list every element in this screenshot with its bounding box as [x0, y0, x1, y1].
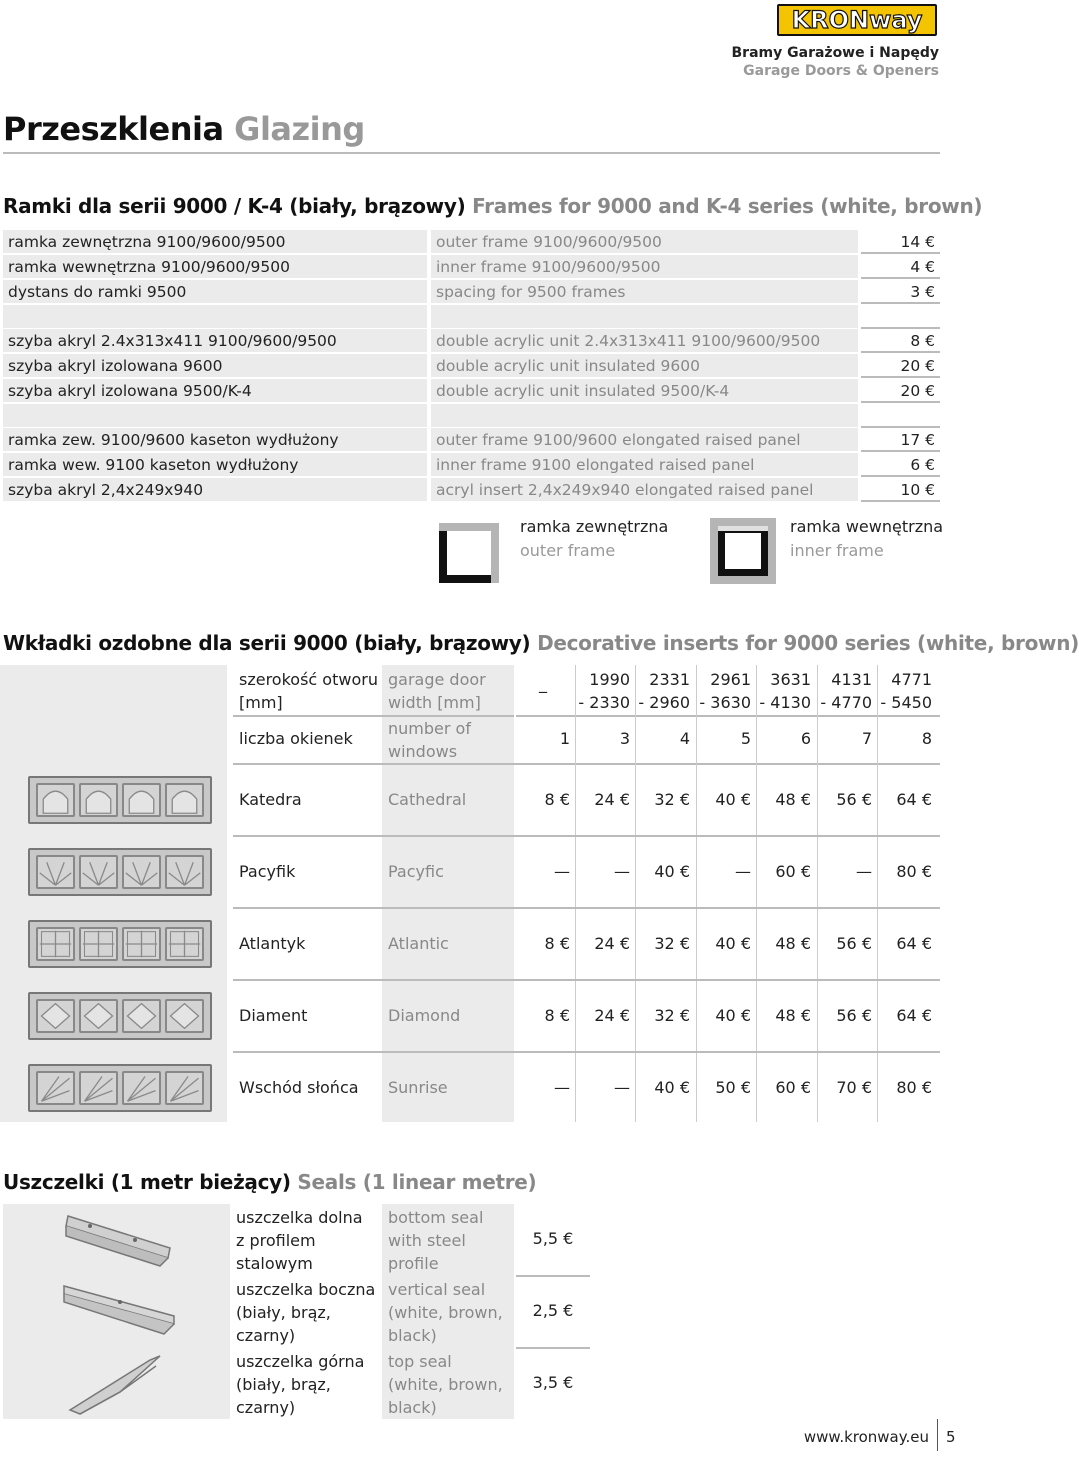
table-rule	[233, 715, 514, 717]
seal-name-en	[384, 1350, 514, 1419]
frame-row	[3, 305, 940, 329]
head-width-en: garage door width [mm]	[388, 670, 486, 712]
width-range-start: 3631	[770, 670, 811, 689]
frame-row-name-pl: ramka wewnętrzna 9100/9600/9500	[3, 255, 427, 278]
frame-row-name-pl: dystans do ramki 9500	[3, 280, 427, 303]
seals-title-en: Seals (1 linear metre)	[297, 1170, 537, 1194]
atlantic-insert-icon	[28, 920, 212, 968]
insert-price: 40 €	[715, 934, 751, 953]
table-rule	[516, 1275, 590, 1277]
head-count-en: number of windows	[388, 719, 471, 761]
insert-window	[165, 1071, 204, 1105]
seal-name-pl-line: (biały, brąz,	[236, 1303, 331, 1322]
frame-row-name-pl: szyba akryl izolowana 9600	[3, 354, 427, 377]
insert-price: 8 €	[544, 1006, 570, 1025]
seal-name-en-line: black)	[388, 1326, 437, 1345]
column-divider	[756, 665, 757, 1122]
outer-frame-label-pl: ramka zewnętrzna	[520, 517, 669, 536]
insert-window	[122, 927, 161, 961]
insert-price: 8 €	[544, 934, 570, 953]
insert-price: 48 €	[775, 790, 811, 809]
width-range-end: - 4770	[820, 693, 872, 712]
frame-row-price: 8 €	[861, 329, 940, 353]
seal-name-pl-line: stalowym	[236, 1254, 313, 1273]
insert-name-pl: Diament	[239, 1006, 308, 1025]
page-title-en: Glazing	[234, 110, 365, 148]
frames-title-pl: Ramki dla serii 9000 / K-4 (biały, brązowy)	[3, 194, 466, 218]
insert-window	[165, 855, 204, 889]
insert-name-en: Atlantic	[388, 934, 449, 953]
frame-row	[3, 453, 940, 477]
frame-row	[3, 255, 940, 279]
insert-window	[36, 783, 75, 817]
insert-price: 32 €	[654, 934, 690, 953]
frame-row-name-pl: ramka zewnętrzna 9100/9600/9500	[3, 230, 427, 253]
insert-price: 50 €	[715, 1078, 751, 1097]
frame-row-name-en: outer frame 9100/9600/9500	[431, 230, 858, 253]
inner-frame-label-en: inner frame	[790, 541, 884, 560]
diamond-insert-icon	[28, 992, 212, 1040]
seal-name-en-line: (white, brown,	[388, 1303, 503, 1322]
frame-row-price	[861, 305, 940, 329]
seal-name-en	[384, 1206, 514, 1275]
seal-name-en-line: vertical seal	[388, 1280, 486, 1299]
frame-row-name-pl: szyba akryl 2.4x313x411 9100/9600/9500	[3, 329, 427, 352]
head-count-pl: liczba okienek	[239, 729, 353, 748]
frame-row	[3, 230, 940, 254]
insert-name-en: Sunrise	[388, 1078, 448, 1097]
insert-price: 40 €	[654, 862, 690, 881]
insert-price: 70 €	[836, 1078, 872, 1097]
column-divider	[635, 665, 636, 1122]
frame-row-price	[861, 404, 940, 428]
frame-row	[3, 280, 940, 304]
inner-frame-icon	[708, 516, 778, 586]
insert-window	[165, 999, 204, 1033]
seal-name-en-line: bottom seal	[388, 1208, 484, 1227]
window-count: 7	[861, 729, 872, 748]
frame-row-name-pl: szyba akryl izolowana 9500/K-4	[3, 379, 427, 402]
pacyfic-insert-icon	[28, 848, 212, 896]
insert-window	[36, 999, 75, 1033]
insert-window	[165, 783, 204, 817]
seal-name-pl-line: (biały, brąz,	[236, 1375, 331, 1394]
top-seal-icon	[60, 1352, 180, 1416]
table-rule	[233, 979, 940, 981]
window-count: 1	[559, 729, 570, 748]
seals-title-pl: Uszczelki (1 metr bieżący)	[3, 1170, 291, 1194]
seal-name-pl	[236, 1350, 380, 1419]
width-range-end: - 2330	[578, 693, 630, 712]
brand-tagline-en: Garage Doors & Openers	[743, 63, 939, 79]
frame-row-name-pl	[3, 404, 427, 427]
insert-price: 80 €	[896, 1078, 932, 1097]
insert-price: 48 €	[775, 934, 811, 953]
sunrise-insert-icon	[28, 1064, 212, 1112]
page-title	[3, 110, 365, 148]
inserts-section-title	[3, 631, 1079, 655]
insert-name-en: Cathedral	[388, 790, 467, 809]
seal-name-en-line: black)	[388, 1398, 437, 1417]
insert-price: 40 €	[654, 1078, 690, 1097]
frame-row-name-en: spacing for 9500 frames	[431, 280, 858, 303]
insert-window	[79, 1071, 118, 1105]
insert-price: 24 €	[594, 934, 630, 953]
seal-name-pl-line: czarny)	[236, 1326, 296, 1345]
insert-price: —	[554, 1078, 570, 1097]
frame-row-name-pl: ramka wew. 9100 kaseton wydłużony	[3, 453, 427, 476]
insert-price: 60 €	[775, 862, 811, 881]
insert-window	[122, 855, 161, 889]
width-range-start: 2331	[649, 670, 690, 689]
inserts-title-en: Decorative inserts for 9000 series (white, brown)	[537, 631, 1079, 655]
frame-row	[3, 354, 940, 378]
window-count: 6	[800, 729, 811, 748]
window-count: 3	[619, 729, 630, 748]
frame-row-price: 17 €	[861, 428, 940, 452]
frame-row-price: 20 €	[861, 354, 940, 378]
footer-url[interactable]: www.kronway.eu	[803, 1428, 929, 1446]
width-range-start: 4771	[891, 670, 932, 689]
frame-row-name-en: inner frame 9100 elongated raised panel	[431, 453, 858, 476]
width-range-end: - 2960	[638, 693, 690, 712]
inner-frame-legend	[790, 515, 943, 563]
page-title-pl: Przeszklenia	[3, 110, 224, 148]
table-rule	[233, 1051, 940, 1053]
width-range-start: 1990	[589, 670, 630, 689]
seal-price: 2,5 €	[532, 1301, 574, 1320]
frame-row-price: 6 €	[861, 453, 940, 477]
insert-name-pl: Pacyfik	[239, 862, 296, 881]
frame-row-name-en: double acrylic unit insulated 9500/K-4	[431, 379, 858, 402]
seal-name-pl	[236, 1206, 380, 1275]
frame-row-name-en: outer frame 9100/9600 elongated raised panel	[431, 428, 858, 451]
insert-price: 80 €	[896, 862, 932, 881]
seal-name-en-line: (white, brown,	[388, 1375, 503, 1394]
insert-price: —	[614, 862, 630, 881]
insert-price: 48 €	[775, 1006, 811, 1025]
table-rule	[233, 835, 940, 837]
outer-frame-legend	[520, 515, 668, 563]
outer-frame-icon	[436, 520, 504, 586]
frame-row-price: 10 €	[861, 478, 940, 502]
insert-window	[79, 999, 118, 1033]
frame-row	[3, 329, 940, 353]
insert-name-en: Pacyfic	[388, 862, 444, 881]
seal-name-en-line: profile	[388, 1254, 439, 1273]
insert-price: 32 €	[654, 790, 690, 809]
seal-name-pl-line: uszczelka boczna	[236, 1280, 376, 1299]
insert-name-pl: Wschód słońca	[239, 1078, 359, 1097]
frames-title-en: Frames for 9000 and K-4 series (white, brown)	[472, 194, 983, 218]
frame-row-price: 14 €	[861, 230, 940, 254]
brand-tagline-pl: Bramy Garażowe i Napędy	[731, 45, 939, 61]
frame-row-name-pl: szyba akryl 2,4x249x940	[3, 478, 427, 501]
kronway-logo: KRONway	[777, 4, 937, 36]
frame-row-price: 20 €	[861, 379, 940, 403]
frame-row-name-pl: ramka zew. 9100/9600 kaseton wydłużony	[3, 428, 427, 451]
frame-row	[3, 428, 940, 452]
column-divider	[696, 665, 697, 1122]
frame-row-name-pl	[3, 305, 427, 328]
insert-price: 60 €	[775, 1078, 811, 1097]
insert-window	[122, 999, 161, 1033]
seal-name-en-line: top seal	[388, 1352, 452, 1371]
width-range-start: 2961	[710, 670, 751, 689]
insert-window	[79, 783, 118, 817]
insert-window	[79, 855, 118, 889]
insert-price: 24 €	[594, 1006, 630, 1025]
footer-divider	[937, 1419, 938, 1451]
seal-name-pl-line: uszczelka górna	[236, 1352, 365, 1371]
table-rule	[233, 907, 940, 909]
insert-price: 40 €	[715, 790, 751, 809]
outer-frame-label-en: outer frame	[520, 541, 616, 560]
window-count: 4	[679, 729, 690, 748]
insert-price: 8 €	[544, 790, 570, 809]
insert-name-pl: Atlantyk	[239, 934, 306, 953]
window-count: 8	[921, 729, 932, 748]
frame-row-name-en: double acrylic unit insulated 9600	[431, 354, 858, 377]
width-range-end: - 5450	[880, 693, 932, 712]
insert-price: —	[554, 862, 570, 881]
table-rule	[233, 763, 940, 765]
frame-row-name-en	[431, 305, 858, 328]
insert-price: 64 €	[896, 934, 932, 953]
column-divider	[575, 665, 576, 1122]
insert-window	[36, 855, 75, 889]
seal-price: 3,5 €	[532, 1373, 574, 1392]
frame-row-name-en: inner frame 9100/9600/9500	[431, 255, 858, 278]
seal-price: 5,5 €	[532, 1229, 574, 1248]
insert-window	[36, 927, 75, 961]
width-range-end: - 3630	[699, 693, 751, 712]
insert-name-pl: Katedra	[239, 790, 302, 809]
page-number: 5	[946, 1428, 956, 1446]
insert-price: —	[614, 1078, 630, 1097]
insert-price: 64 €	[896, 1006, 932, 1025]
insert-window	[36, 1071, 75, 1105]
table-rule	[516, 1347, 590, 1349]
frame-row	[3, 478, 940, 502]
seal-name-pl-line: z profilem	[236, 1231, 316, 1250]
seal-name-en-line: with steel	[388, 1231, 466, 1250]
insert-window	[79, 927, 118, 961]
inserts-title-pl: Wkładki ozdobne dla serii 9000 (biały, brązowy)	[3, 631, 531, 655]
frame-row-price: 4 €	[861, 255, 940, 279]
head-width-pl: szerokość otworu [mm]	[239, 670, 378, 712]
insert-price: —	[735, 862, 751, 881]
title-divider	[3, 152, 940, 154]
insert-window	[165, 927, 204, 961]
inner-frame-label-pl: ramka wewnętrzna	[790, 517, 944, 536]
bottom-seal-icon	[60, 1208, 180, 1272]
seal-name-pl-line: czarny)	[236, 1398, 296, 1417]
insert-name-en: Diamond	[388, 1006, 461, 1025]
insert-price: 56 €	[836, 934, 872, 953]
insert-price: 40 €	[715, 1006, 751, 1025]
insert-price: 56 €	[836, 1006, 872, 1025]
insert-price: 56 €	[836, 790, 872, 809]
seals-section-title	[3, 1170, 536, 1194]
seal-name-pl	[236, 1278, 380, 1347]
seal-name-pl-line: uszczelka dolna	[236, 1208, 363, 1227]
insert-price: 24 €	[594, 790, 630, 809]
frame-row-price: 3 €	[861, 280, 940, 304]
window-count: 5	[740, 729, 751, 748]
seal-name-en	[384, 1278, 514, 1347]
insert-price: 32 €	[654, 1006, 690, 1025]
column-divider	[817, 665, 818, 1122]
cathedral-insert-icon	[28, 776, 212, 824]
frame-row-name-en: double acrylic unit 2.4x313x411 9100/9600/9500	[431, 329, 858, 352]
frame-row	[3, 379, 940, 403]
insert-price: 64 €	[896, 790, 932, 809]
width-range-start: _	[539, 674, 547, 693]
column-divider	[877, 665, 878, 1122]
insert-window	[122, 783, 161, 817]
insert-price: —	[856, 862, 872, 881]
frame-row-name-en: acryl insert 2,4x249x940 elongated raised panel	[431, 478, 858, 501]
frames-section-title	[3, 194, 982, 218]
frame-row	[3, 404, 940, 428]
vertical-seal-icon	[60, 1280, 180, 1344]
insert-window	[122, 1071, 161, 1105]
width-range-start: 4131	[831, 670, 872, 689]
frame-row-name-en	[431, 404, 858, 427]
width-range-end: - 4130	[759, 693, 811, 712]
